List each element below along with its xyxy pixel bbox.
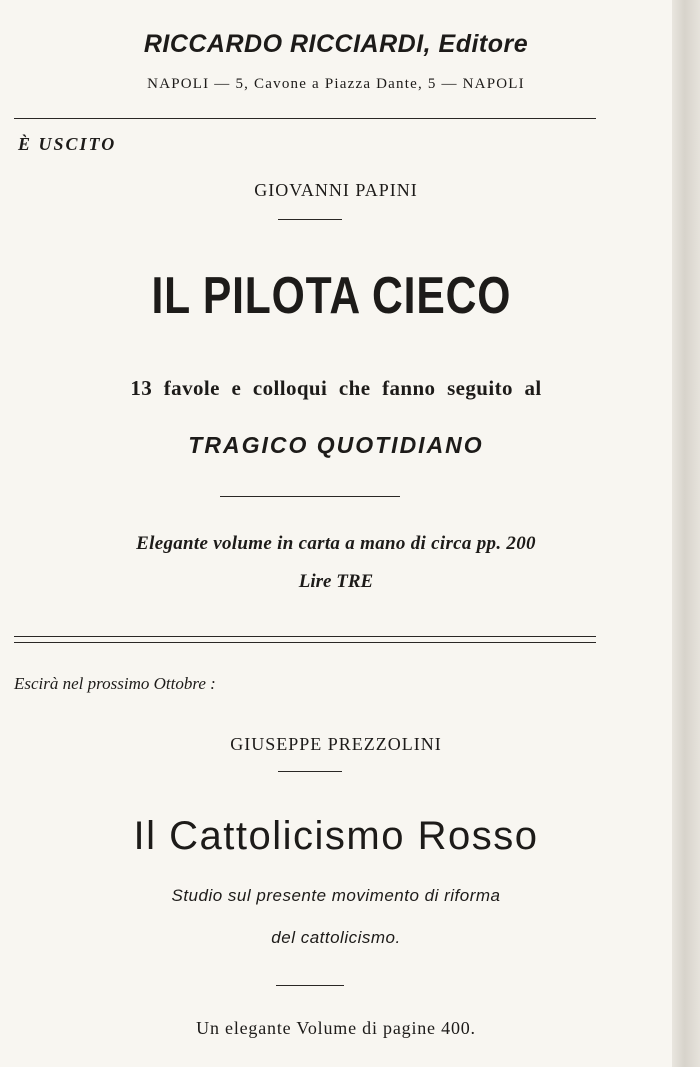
book1-description: Elegante volume in carta a mano di circa pp. 200 [136, 533, 536, 554]
double-divider-top [14, 636, 596, 637]
book2-author: GIUSEPPE PREZZOLINI [230, 734, 442, 754]
page-edge-shadow [672, 0, 700, 1067]
publisher-address: NAPOLI — 5, Cavone a Piazza Dante, 5 — NAPOLI [147, 76, 525, 92]
book1-author: GIOVANNI PAPINI [254, 180, 418, 200]
book2-title: Il Cattolicismo Rosso [133, 814, 539, 858]
double-divider-bottom [14, 642, 596, 643]
book1-price: Lire TRE [298, 571, 374, 592]
book2-description: Un elegante Volume di pagine 400. [196, 1018, 476, 1038]
divider-rule [14, 118, 596, 119]
short-divider [278, 771, 342, 772]
short-divider [220, 496, 400, 497]
book1-title: IL PILOTA CIECO [151, 267, 512, 325]
book1-subtitle: 13 favole e colloqui che fanno seguito al [130, 376, 542, 400]
book1-status: È USCITO [18, 134, 117, 154]
short-divider [276, 985, 344, 986]
book2-status: Escirà nel prossimo Ottobre : [14, 674, 216, 693]
book2-subtitle-line1: Studio sul presente movimento di riforma [171, 886, 501, 905]
publisher-name: RICCARDO RICCIARDI, Editore [143, 30, 529, 58]
book2-subtitle-line2: del cattolicismo. [271, 928, 401, 947]
book1-series: TRAGICO QUOTIDIANO [188, 432, 484, 458]
short-divider [278, 219, 342, 220]
